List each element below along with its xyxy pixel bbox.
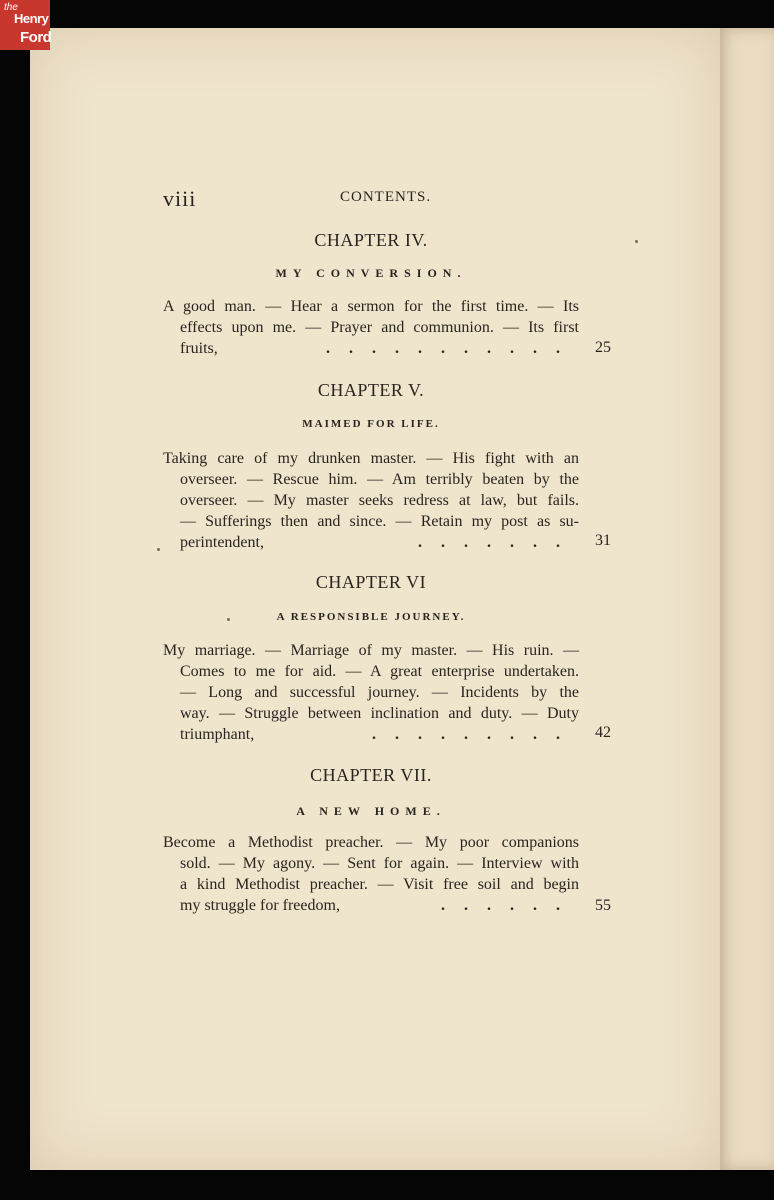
summary-line: a kind Methodist preacher. — Visit free soil and begin xyxy=(180,876,579,893)
chapter-subtitle: A NEW HOME. xyxy=(296,804,446,818)
logo-text-henry: Henry xyxy=(14,11,49,26)
folio-number: viii xyxy=(163,186,197,211)
henry-ford-logo xyxy=(0,0,50,50)
summary-line: perintendent, xyxy=(180,534,264,551)
summary-line: fruits, xyxy=(180,340,218,357)
page-number: 25 xyxy=(595,339,611,356)
summary-line: Comes to me for aid. — A great enterprise undertaken. xyxy=(180,663,579,680)
summary-line: sold. — My agony. — Sent for again. — Interview with xyxy=(180,855,579,872)
chapter-subtitle: A RESPONSIBLE JOURNEY. xyxy=(276,611,466,623)
logo-text-ford: Ford xyxy=(20,29,52,46)
summary-line: A good man. — Hear a sermon for the first time. — Its xyxy=(163,298,579,315)
summary-line-leader xyxy=(163,895,579,916)
dot-leader: ........... xyxy=(326,340,579,357)
paper-speck xyxy=(157,548,160,551)
chapter-subtitle: MAIMED FOR LIFE. xyxy=(302,418,440,430)
chapter-summary xyxy=(163,296,579,359)
summary-line: Become a Methodist preacher. — My poor companions xyxy=(163,834,579,851)
logo-text-the: the xyxy=(4,2,18,13)
summary-line-leader xyxy=(163,532,579,553)
dot-leader: ......... xyxy=(372,726,579,743)
summary-line: — Sufferings then and since. — Retain my post as su- xyxy=(180,513,579,530)
page-number: 55 xyxy=(595,897,611,914)
running-title: CONTENTS. xyxy=(340,189,432,205)
page-number: 31 xyxy=(595,532,611,549)
summary-line: my struggle for freedom, xyxy=(180,897,340,914)
summary-line: overseer. — My master seeks redress at law, but fails. xyxy=(180,492,579,509)
chapter-title: CHAPTER IV. xyxy=(314,230,428,250)
summary-line: way. — Struggle between inclination and duty. — Duty xyxy=(180,705,579,722)
chapter-summary xyxy=(163,832,579,916)
chapter-subtitle: MY CONVERSION. xyxy=(275,266,467,280)
chapter-title: CHAPTER VI xyxy=(315,572,427,592)
page-header xyxy=(0,186,774,212)
summary-line-leader xyxy=(163,724,579,745)
summary-line: — Long and successful journey. — Incidents by the xyxy=(180,684,579,701)
summary-line: effects upon me. — Prayer and communion. — Its first xyxy=(180,319,579,336)
summary-line: overseer. — Rescue him. — Am terribly beaten by the xyxy=(180,471,579,488)
chapter-title: CHAPTER VII. xyxy=(310,765,432,785)
summary-line-leader xyxy=(163,338,579,359)
page-number: 42 xyxy=(595,724,611,741)
paper-speck xyxy=(635,240,638,243)
dot-leader: ...... xyxy=(441,897,579,914)
chapter-title: CHAPTER V. xyxy=(317,380,425,400)
summary-line: My marriage. — Marriage of my master. — His ruin. — xyxy=(163,642,579,659)
chapter-summary xyxy=(163,448,579,553)
summary-line: Taking care of my drunken master. — His fight with an xyxy=(163,450,579,467)
dot-leader: ....... xyxy=(418,534,579,551)
summary-line: triumphant, xyxy=(180,726,255,743)
chapter-summary xyxy=(163,640,579,745)
